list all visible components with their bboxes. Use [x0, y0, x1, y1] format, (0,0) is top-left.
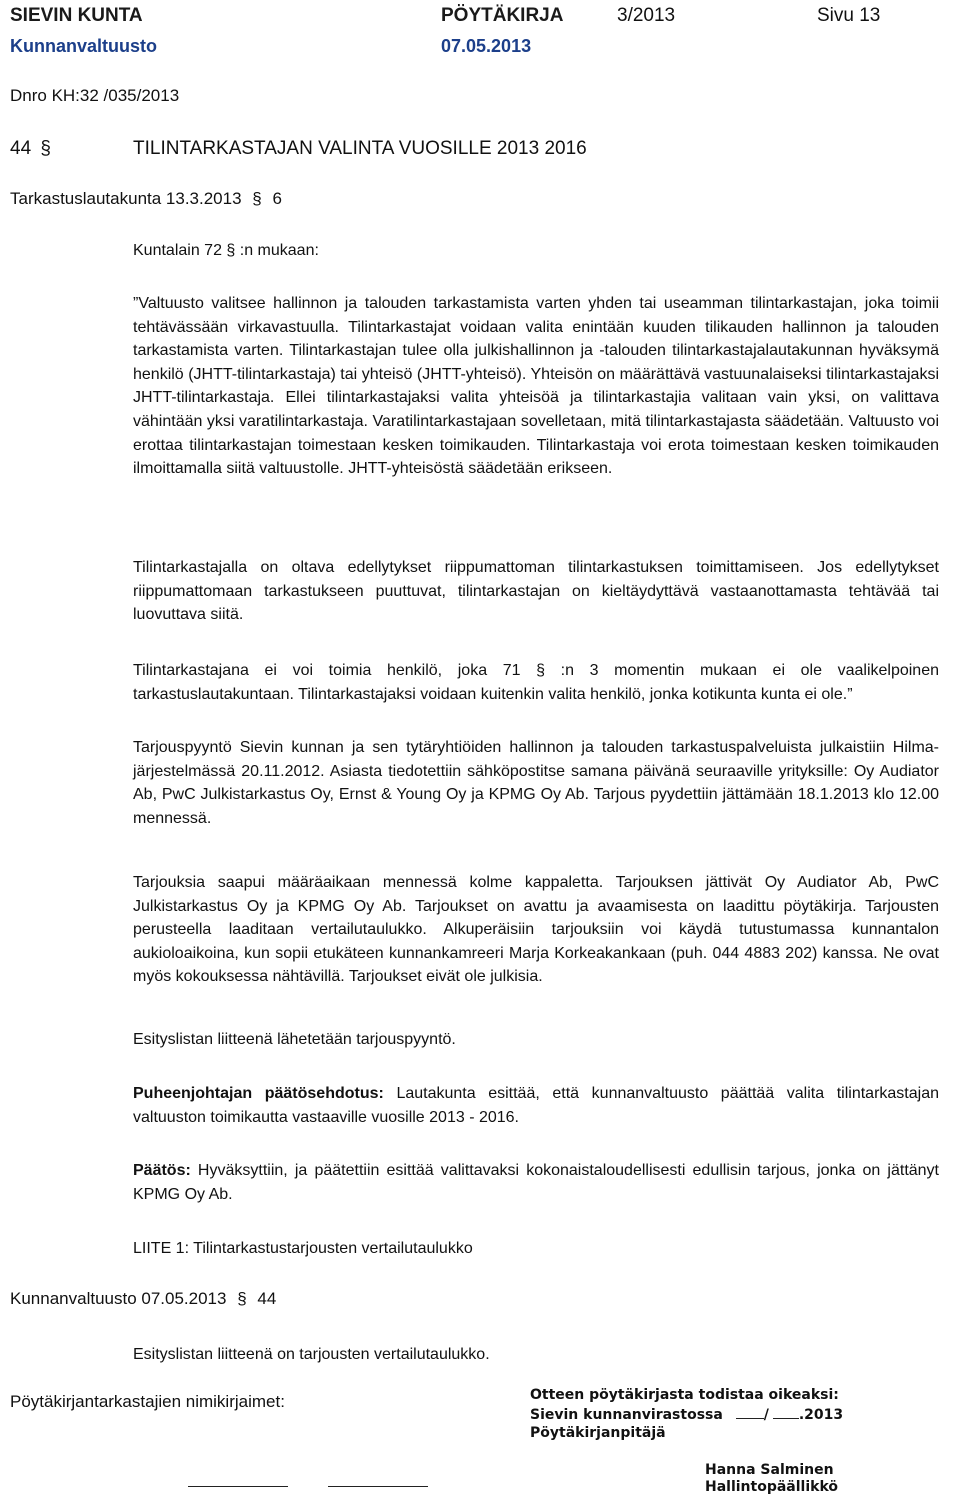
- paragraph-6-text: Tarjouksia saapui määräaikaan mennessä kolme kappaletta. Tarjouksen jättivät Oy Audiator Ab, PwC Julkistarkastus Oy ja KPMG Oy Ab. Tarjoukset on avattu ja avaamisesta on laadittu pöytäkirja. Tarjousten perusteella laaditaan vertailutaulukko. Alkuperäisiin tarjouksiin voi käydä tutustumassa kunnantalon aukioloaikoina, kun sopii etukäteen kunnankamreeri Marja Korkeakankaan (puh. 044 4883 202) kanssa. Ne ovat myös kokouksessa nähtävillä. Tarjoukset eivät ole julkisia.: [133, 874, 939, 986]
- proposal-label: Puheenjohtajan päätösehdotus:: [133, 1085, 384, 1102]
- footer-signer-name: Hanna Salminen: [705, 1462, 834, 1478]
- footer-year: .2013: [798, 1407, 844, 1423]
- decision-text: Hyväksyttiin, ja päätettiin esittää valittavaksi kokonaistaloudellisesti edullisin tarjous, jonka on jättänyt KPMG Oy Ab.: [133, 1162, 939, 1203]
- paragraph-2-text: ”Valtuusto valitsee hallinnon ja talouden tarkastamista varten yhden tai useamman tilintarkastajan, joka toimii tehtävässään virkavastuulla. Tilintarkastajat voidaan valita enintään kuuden tilikauden hallinnon ja talouden tarkastamista varten. Tilintarkastajan tulee olla julkishallinnon ja -talouden tilintarkastajalautakunnan hyväksymä henkilö (JHTT-tilintarkastaja) tai yhteisö (JHTT-yhteisö). Yhteisön on määrättävä vastuunalaiseksi tilintarkastajaksi JHTT-tilintarkastaja. Ellei tilintarkastajaksi valita yhteisöä ja tilintarkastajia valitaan vain yksi, on valittava vähintään yksi varatilintarkastaja. Varatilintarkastajaan sovelletaan, mitä tilintarkastajasta säädetään. Valtuusto voi erottaa tilintarkastajan toimestaan kesken toimikauden. Tilintarkastaja voi erota toimestaan kesken toimikauden ilmoittamalla siitä valtuustolle. JHTT-yhteisöstä säädetään erikseen.: [133, 295, 939, 478]
- council-paragraph-text: Esityslistan liitteenä on tarjousten vertailutaulukko.: [133, 1346, 490, 1363]
- paragraph-5-text: Tarjouspyyntö Sievin kunnan ja sen tytäryhtiöiden hallinnon ja talouden tarkastuspalveluista julkaistiin Hilma-järjestelmässä 20.11.2012. Asiasta tiedotettiin sähköpostitse samana päivänä seuraaville yrityksille: Oy Audiator Ab, PwC Julkistarkastus Oy, Ernst & Young Oy ja KPMG Oy Ab. Tarjous pyydettiin jättämään 18.1.2013 klo 12.00 mennessä.: [133, 739, 939, 827]
- paragraph-1-text: Kuntalain 72 § :n mukaan:: [133, 242, 319, 259]
- paragraph-6: [133, 871, 939, 989]
- footer-initials-label: Pöytäkirjantarkastajien nimikirjaimet:: [10, 1392, 285, 1411]
- council-reference-number: 44: [257, 1289, 277, 1308]
- day-blank: [736, 1406, 764, 1419]
- board-reference-number: 6: [272, 189, 282, 208]
- proposal-text: Lautakunta esittää, että kunnanvaltuusto päättää valita tilintarkastajan valtuuston toimikautta vastaaville vuosille 2013 - 2016.: [133, 1085, 940, 1126]
- board-reference: [10, 189, 282, 209]
- footer-signer-title: Hallintopäällikkö: [705, 1479, 839, 1495]
- decision-label: Päätös:: [133, 1162, 191, 1179]
- section-number-value: 44: [10, 138, 32, 159]
- page-number: Sivu 13: [817, 5, 881, 26]
- footer-place-line: [530, 1406, 843, 1423]
- council-reference-symbol: §: [237, 1289, 247, 1308]
- paragraph-3: [133, 556, 939, 627]
- paragraph-3-text: Tilintarkastajalla on oltava edellytykset riippumattoman tilintarkastuksen toimittamiseen. Jos edellytykset riippumattomaan tarkastukseen puuttuvat, tilintarkastajan on kieltäydyttävä vastaanottamasta tehtävää tai luovuttava siitä.: [133, 559, 939, 624]
- paragraph-9: [133, 1159, 939, 1206]
- paragraph-4: [133, 659, 939, 706]
- doc-type: PÖYTÄKIRJA: [441, 5, 564, 26]
- council-paragraph: [133, 1343, 939, 1367]
- section-number: [10, 138, 51, 160]
- paragraph-5: [133, 736, 939, 830]
- footer-place: Sievin kunnanvirastossa: [530, 1407, 723, 1423]
- paragraph-2: [133, 292, 939, 481]
- footer-role: Pöytäkirjanpitäjä: [530, 1425, 666, 1441]
- paragraph-10: [133, 1237, 939, 1261]
- paragraph-8: [133, 1082, 939, 1129]
- paragraph-1: [133, 239, 939, 263]
- month-blank: [773, 1406, 799, 1419]
- council-reference-text: Kunnanvaltuusto 07.05.2013: [10, 1289, 227, 1308]
- meeting-date: 07.05.2013: [441, 36, 532, 56]
- signature-line-2: [328, 1486, 428, 1487]
- board-reference-symbol: §: [252, 189, 262, 208]
- council-reference: [10, 1289, 276, 1309]
- doc-number: 3/2013: [617, 5, 676, 26]
- footer-certify: Otteen pöytäkirjasta todistaa oikeaksi:: [530, 1387, 839, 1403]
- section-symbol: §: [40, 138, 51, 159]
- board-reference-text: Tarkastuslautakunta 13.3.2013: [10, 189, 242, 208]
- body-name: Kunnanvaltuusto: [10, 36, 157, 56]
- footer-date-separator: /: [763, 1407, 769, 1423]
- paragraph-4-text: Tilintarkastajana ei voi toimia henkilö, joka 71 § :n 3 momentin mukaan ei ole vaalikelpoinen tarkastuslautakuntaan. Tilintarkastajaksi voidaan kuitenkin valita henkilö, jonka kotikunta kunta ei ole.”: [133, 662, 939, 703]
- org-name: SIEVIN KUNTA: [10, 5, 143, 26]
- paragraph-7-text: Esityslistan liitteenä lähetetään tarjouspyyntö.: [133, 1031, 456, 1048]
- signature-line-1: [188, 1486, 288, 1487]
- attachment-line: LIITE 1: Tilintarkastustarjousten vertailutaulukko: [133, 1240, 473, 1257]
- dnro: Dnro KH:32 /035/2013: [10, 86, 180, 105]
- section-title: TILINTARKASTAJAN VALINTA VUOSILLE 2013 2016: [133, 138, 587, 159]
- paragraph-7: [133, 1028, 939, 1052]
